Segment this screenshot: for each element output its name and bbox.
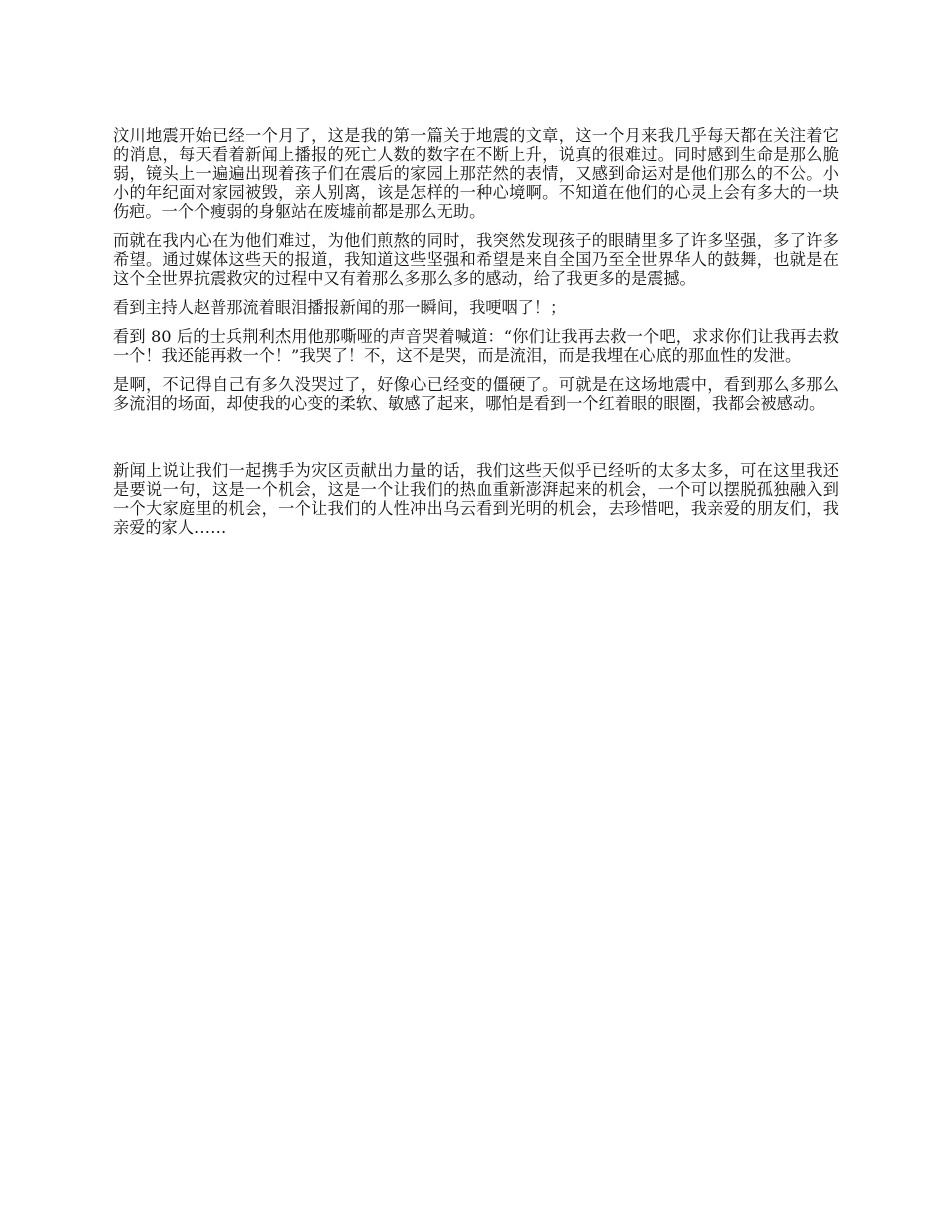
article-body [113,126,839,547]
paragraph-4: 看到 80 后的士兵荆利杰用他那嘶哑的声音哭着喊道：“你们让我再去救一个吧，求求你们让我再去救一个！我还能再救一个！”我哭了！不，这不是哭，而是流泪，而是我埋在心底的那血性的发泄。 [113,327,839,365]
paragraph-6: 新闻上说让我们一起携手为灾区贡献出力量的话，我们这些天似乎已经听的太多太多，可在这里我还是要说一句，这是一个机会，这是一个让我们的热血重新澎湃起来的机会，一个可以摆脱孤独融入到一个大家庭里的机会，一个让我们的人性冲出乌云看到光明的机会，去珍惜吧，我亲爱的朋友们，我亲爱的家人…… [113,461,839,537]
blank-line [113,423,839,461]
paragraph-1: 汶川地震开始已经一个月了，这是我的第一篇关于地震的文章，这一个月来我几乎每天都在关注着它的消息，每天看着新闻上播报的死亡人数的数字在不断上升，说真的很难过。同时感到生命是那么脆弱，镜头上一遍遍出现着孩子们在震后的家园上那茫然的表情，又感到命运对是他们那么的不公。小小的年纪面对家园被毁，亲人别离，该是怎样的一种心境啊。不知道在他们的心灵上会有多大的一块伤疤。一个个瘦弱的身躯站在废墟前都是那么无助。 [113,126,839,221]
paragraph-2: 而就在我内心在为他们难过，为他们煎熬的同时，我突然发现孩子的眼睛里多了许多坚强，多了许多希望。通过媒体这些天的报道，我知道这些坚强和希望是来自全国乃至全世界华人的鼓舞，也就是在这个全世界抗震救灾的过程中又有着那么多那么多的感动，给了我更多的是震撼。 [113,231,839,288]
paragraph-3: 看到主持人赵普那流着眼泪播报新闻的那一瞬间，我哽咽了！； [113,298,567,317]
paragraph-5: 是啊，不记得自己有多久没哭过了，好像心已经变的僵硬了。可就是在这场地震中，看到那么多那么多流泪的场面，却使我的心变的柔软、敏感了起来，哪怕是看到一个红着眼的眼圈，我都会被感动。 [113,375,839,413]
